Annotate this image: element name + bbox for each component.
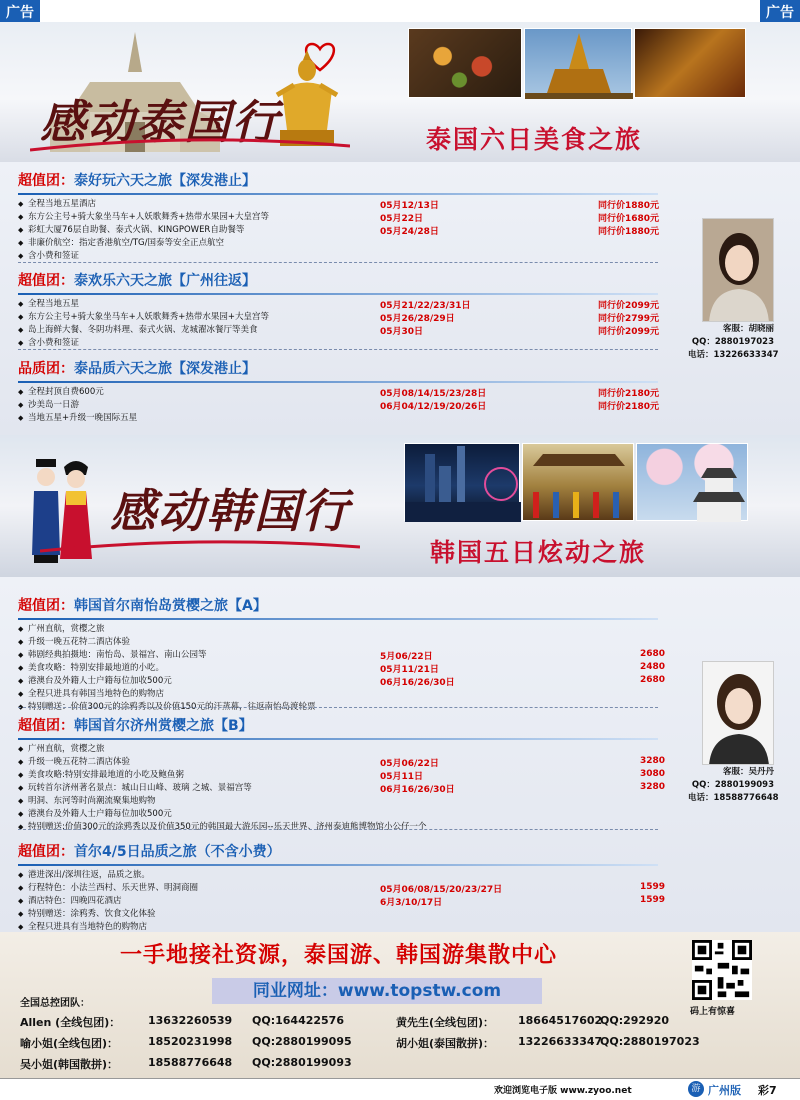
contact-qq: QQ:2880197023 <box>600 1035 700 1048</box>
contact-qq: QQ:292920 <box>600 1014 670 1027</box>
package-feature: ◆ 广州直航，赏樱之旅 <box>18 623 678 636</box>
contact-phone[interactable]: 18664517602 <box>518 1014 603 1027</box>
website-link[interactable]: 同业网址：www.topstw.com <box>212 978 542 1004</box>
thailand-hero <box>0 22 800 162</box>
contact-name: Allen (全线包团)： <box>20 1016 121 1029</box>
package-feature: ◆ 特别赠送:价值300元的涂鸦秀以及价值350元的韩国最大游乐园--乐天世界、济州泰迪熊博物馆小公仔一个 <box>18 821 678 834</box>
package-tier: 超值团： <box>18 598 74 614</box>
palace-guards-photo <box>522 443 634 521</box>
departure-date: 06月04/12/19/20/26日 <box>380 402 487 412</box>
thai-performance-photo <box>634 28 746 98</box>
contact-name: 吴小姐(韩国散拼)： <box>20 1058 119 1071</box>
price: 2680 <box>640 649 666 659</box>
ad-label-right: 广告 <box>760 0 800 22</box>
price: 同行价2099元 <box>598 327 660 337</box>
price: 同行价2180元 <box>598 402 660 412</box>
package-feature: ◆ 韩剧经典拍摄地：南怡岛、景福宫、南山公园等 <box>18 649 678 662</box>
contact-qq: QQ:2880199095 <box>252 1035 352 1048</box>
price: 3280 <box>640 782 666 792</box>
contact-name: 黄先生(全线包团)： <box>396 1016 495 1029</box>
korea-packages <box>0 577 800 932</box>
package-feature: ◆ 彩虹大厦76层自助餐、泰式火锅、KINGPOWER自助餐等 <box>18 224 678 237</box>
staff-name: 客服：胡晓丽 <box>722 324 774 334</box>
package-name: 泰欢乐六天之旅【广州往返】 <box>74 273 256 289</box>
departure-date: 05月06/08/15/20/23/27日 <box>380 885 503 895</box>
qr-note: 码上有惊喜 <box>690 1007 736 1017</box>
contact-name: 胡小姐(泰国散拼)： <box>396 1037 495 1050</box>
package-feature: ◆ 广州直航，赏樱之旅 <box>18 743 678 756</box>
contact-phone[interactable]: 13632260539 <box>148 1014 233 1027</box>
package-feature: ◆ 全程只进具有韩国当地特色的购物店 <box>18 688 678 701</box>
package-name: 泰好玩六天之旅【深发港止】 <box>74 173 256 189</box>
qr-code-icon[interactable] <box>692 940 752 1000</box>
package-feature: ◆ 全程当地五星酒店 <box>18 198 678 211</box>
section-divider <box>18 262 658 263</box>
package-feature: ◆ 含小费和签证 <box>18 337 678 350</box>
korea-hero <box>0 435 800 577</box>
package-underline <box>18 293 658 295</box>
slogan: 一手地接社资源，泰国游、韩国游集散中心 <box>120 943 558 968</box>
contact-phone[interactable]: 13226633347 <box>518 1035 603 1048</box>
package-feature: ◆ 全程当地五星 <box>18 298 678 311</box>
thailand-logo-text: 感动泰国行 <box>40 95 280 149</box>
thailand-tagline: 泰国六日美食之旅 <box>426 125 643 154</box>
departure-date: 05月11/21日 <box>380 665 439 675</box>
staff-qq: QQ：2880199093 <box>691 780 774 790</box>
departure-date: 06月16/26/30日 <box>380 678 455 688</box>
departure-date: 05月26/28/29日 <box>380 314 455 324</box>
staff-phone: 电话：18588776648 <box>688 793 779 803</box>
ad-label-left: 广告 <box>0 0 40 22</box>
package-feature: ◆ 港进深出/深圳往返，品质之旅。 <box>18 869 678 882</box>
price: 3080 <box>640 769 666 779</box>
package-feature: ◆ 东方公主号+骑大象坐马车+人妖歌舞秀+热带水果园+大皇宫等 <box>18 211 678 224</box>
golden-buddha-statue <box>272 50 342 150</box>
price: 同行价1880元 <box>598 227 660 237</box>
departure-date: 05月12/13日 <box>380 201 439 211</box>
package-feature: ◆ 港澳台及外籍人士户籍每位加收500元 <box>18 808 678 821</box>
brand-logo-icon: 游 <box>688 1081 704 1097</box>
contact-qq: QQ:164422576 <box>252 1014 344 1027</box>
contact-phone[interactable]: 18520231998 <box>148 1035 233 1048</box>
package-name: 首尔4/5日品质之旅（不含小费） <box>74 844 281 860</box>
contact-qq: QQ:2880199093 <box>252 1056 352 1069</box>
price: 同行价2180元 <box>598 389 660 399</box>
price: 3280 <box>640 756 666 766</box>
staff-photo <box>702 218 774 322</box>
package-feature: ◆ 酒店特色：四晚四花酒店 <box>18 895 678 908</box>
package-feature: ◆ 沙美岛一日游 <box>18 399 678 412</box>
package-feature: ◆ 美食攻略:特别安排最地道的小吃及鲍鱼粥 <box>18 769 678 782</box>
package-tier: 超值团： <box>18 273 74 289</box>
package-name: 韩国首尔南怡岛赏樱之旅【A】 <box>74 598 267 614</box>
package-underline <box>18 193 658 195</box>
price: 1599 <box>640 895 666 905</box>
departure-date: 05月08/14/15/23/28日 <box>380 389 487 399</box>
departure-date: 05月24/28日 <box>380 227 439 237</box>
e-edition-text[interactable]: 欢迎浏览电子版 www.zyoo.net <box>494 1086 632 1096</box>
package-feature: ◆ 当地五星+升级一晚国际五星 <box>18 412 678 425</box>
package-feature: ◆ 含小费和签证 <box>18 250 678 263</box>
thailand-packages <box>0 162 800 435</box>
section-divider <box>18 349 658 350</box>
logo-swoosh <box>40 539 360 559</box>
cherry-blossom-castle-photo <box>636 443 748 521</box>
logo-swoosh <box>30 136 350 156</box>
package-underline <box>18 381 658 383</box>
package-feature: ◆ 美食攻略：特别安排最地道的小吃。 <box>18 662 678 675</box>
departure-date: 5月06/22日 <box>380 652 433 662</box>
korea-package-3 <box>18 841 678 934</box>
package-tier: 超值团： <box>18 844 74 860</box>
city-night-photo <box>404 443 520 521</box>
korea-package-2 <box>18 715 678 834</box>
contact-footer <box>0 932 800 1078</box>
section-divider <box>18 829 658 830</box>
package-feature: ◆ 东方公主号+骑大象坐马车+人妖歌舞秀+热带水果园+大皇宫等 <box>18 311 678 324</box>
korea-package-1 <box>18 595 678 714</box>
departure-date: 6月3/10/17日 <box>380 898 443 908</box>
package-name: 韩国首尔济州赏樱之旅【B】 <box>74 718 253 734</box>
contact-title: 全国总控团队： <box>20 998 90 1009</box>
staff-qq: QQ：2880197023 <box>691 337 774 347</box>
contact-name: 喻小姐(全线包团)： <box>20 1037 119 1050</box>
package-feature: ◆ 特别赠送：涂鸦秀、饮食文化体验 <box>18 908 678 921</box>
staff-photo <box>702 661 774 765</box>
departure-date: 05月11日 <box>380 772 424 782</box>
page-number: 彩7 <box>758 1084 777 1097</box>
package-feature: ◆ 非廉价航空：指定香港航空/TG/国泰等安全正点航空 <box>18 237 678 250</box>
package-feature: ◆ 港澳台及外籍人士户籍每位加收500元 <box>18 675 678 688</box>
package-underline <box>18 864 658 866</box>
departure-date: 06月16/26/30日 <box>380 785 455 795</box>
package-tier: 超值团： <box>18 718 74 734</box>
package-feature: ◆ 岛上海鲜大餐、冬阴功料理、泰式火锅、龙城濯冰餐厅等美食 <box>18 324 678 337</box>
price: 1599 <box>640 882 666 892</box>
package-underline <box>18 738 658 740</box>
price: 同行价2799元 <box>598 314 660 324</box>
thai-package-2 <box>18 270 678 350</box>
section-divider <box>18 707 658 708</box>
price: 同行价1680元 <box>598 214 660 224</box>
thai-package-1 <box>18 170 678 263</box>
korea-staff-card <box>688 661 779 804</box>
price: 2480 <box>640 662 666 672</box>
price: 同行价1880元 <box>598 201 660 211</box>
package-underline <box>18 618 658 620</box>
price: 2680 <box>640 675 666 685</box>
golden-pagoda-photo <box>524 28 632 98</box>
package-feature: ◆ 全程只进具有当地特色的购物店 <box>18 921 678 934</box>
bottom-bar <box>0 1078 800 1100</box>
korea-logo-text: 感动韩国行 <box>110 484 350 538</box>
package-tier: 超值团： <box>18 173 74 189</box>
package-feature: ◆ 升级一晚五花特二酒店体验 <box>18 636 678 649</box>
edition-name: 广州版 <box>708 1084 741 1097</box>
departure-date: 05月06/22日 <box>380 759 439 769</box>
departure-date: 05月30日 <box>380 327 424 337</box>
package-feature: ◆ 升级一晚五花特二酒店体验 <box>18 756 678 769</box>
departure-date: 05月21/22/23/31日 <box>380 301 471 311</box>
korea-tagline: 韩国五日炫动之旅 <box>430 538 647 567</box>
staff-phone: 电话：13226633347 <box>688 350 779 360</box>
departure-date: 05月22日 <box>380 214 424 224</box>
thai-package-3 <box>18 358 678 425</box>
thai-food-photo <box>408 28 522 98</box>
thailand-staff-card <box>688 218 779 361</box>
package-name: 泰品质六天之旅【深发港止】 <box>74 361 256 377</box>
price: 同行价2099元 <box>598 301 660 311</box>
staff-name: 客服：吴丹丹 <box>722 767 774 777</box>
package-feature: ◆ 特别赠送：价值300元的涂鸦秀以及价值150元的汗蒸幕，往返南怡岛渡轮票 <box>18 701 678 714</box>
package-tier: 品质团： <box>18 361 74 377</box>
contact-phone[interactable]: 18588776648 <box>148 1056 233 1069</box>
package-feature: ◆ 行程特色：小法兰西村、乐天世界、明洞商圈 <box>18 882 678 895</box>
package-feature: ◆ 明洞、东河等时尚潮流聚集地购物 <box>18 795 678 808</box>
package-feature: ◆ 全程封顶自费600元 <box>18 386 678 399</box>
package-feature: ◆ 玩转首尔济州著名景点：城山日山峰、玻璃 之城、景福宫等 <box>18 782 678 795</box>
